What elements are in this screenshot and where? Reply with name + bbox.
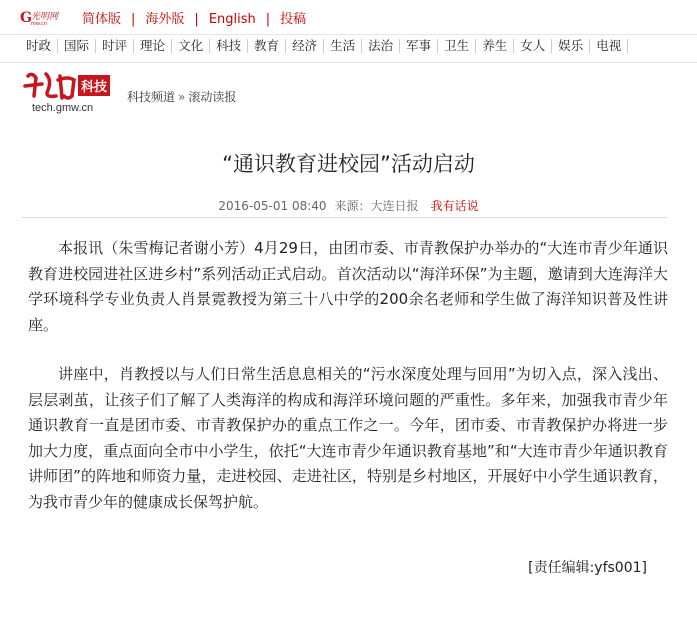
site-url: tech.gmw.cn bbox=[32, 102, 94, 114]
breadcrumb-separator: » bbox=[178, 90, 186, 104]
link-english[interactable]: English bbox=[208, 12, 256, 27]
link-submit[interactable]: 投稿 bbox=[280, 12, 307, 27]
article-paragraph: 本报讯（朱雪梅记者谢小芳）4月29日，由团市委、市青教保护办举办的“大连市青少年通识教育进校园进社区进乡村”系列活动正式启动。首次活动以“海洋环保”为主题，邀请到大连海洋大学环境科学专业负责人肖景霓教授为第三十八中学的200余名老师和学生做了海洋知识普及性讲座。 bbox=[28, 239, 668, 334]
svg-text:mw.cn: mw.cn bbox=[31, 21, 48, 26]
article-body bbox=[28, 236, 668, 539]
article-meta bbox=[0, 197, 697, 214]
nav-item[interactable]: 女人 bbox=[514, 39, 552, 53]
nav-item[interactable]: 军事 bbox=[400, 39, 438, 53]
meta-divider bbox=[22, 217, 667, 218]
gmw-logo[interactable] bbox=[20, 8, 64, 26]
breadcrumb-channel[interactable]: 科技频道 bbox=[127, 90, 176, 104]
nav-item[interactable]: 经济 bbox=[286, 39, 324, 53]
top-links: 简体版 | 海外版 | English | 投稿 bbox=[82, 12, 307, 27]
nav-item[interactable]: 生活 bbox=[324, 39, 362, 53]
link-overseas[interactable]: 海外版 bbox=[145, 12, 185, 27]
tech-channel-logo[interactable] bbox=[22, 70, 122, 116]
svg-text:光明网: 光明网 bbox=[31, 12, 59, 22]
nav-item[interactable]: 娱乐 bbox=[552, 39, 590, 53]
article-source: 来源：大连日报 bbox=[334, 199, 419, 213]
nav-item[interactable]: 教育 bbox=[248, 39, 286, 53]
nav-item[interactable]: 文化 bbox=[172, 39, 210, 53]
comment-link[interactable]: 我有话说 bbox=[430, 199, 479, 213]
nav-item[interactable]: 时政 bbox=[14, 39, 58, 53]
nav-item[interactable]: 理论 bbox=[134, 39, 172, 53]
nav-item[interactable]: 法治 bbox=[362, 39, 400, 53]
breadcrumb bbox=[127, 88, 236, 105]
nav-item[interactable]: 电视 bbox=[590, 39, 628, 53]
article-title: “通识教育进校园”活动启动 bbox=[222, 152, 475, 176]
nav-item[interactable]: 养生 bbox=[476, 39, 514, 53]
svg-text:G: G bbox=[20, 10, 32, 26]
channel-nav bbox=[14, 38, 697, 58]
publish-date: 2016-05-01 08:40 bbox=[218, 199, 327, 213]
article-paragraph: 讲座中，肖教授以与人们日常生活息息相关的“污水深度处理与回用”为切入点，深入浅出、层层剥茧，让孩子们了解了人类海洋的构成和海洋环境问题的严重性。多年来，加强我市青少年通识教育一直是团市委、市青教保护办的重点工作之一。今年，团市委、市青教保护办将进一步加大力度，重点面向全市中小学生，依托“大连市青少年通识教育基地”和“大连市青少年通识教育讲师团”的阵地和师资力量，走进校园、走进社区，特别是乡村地区，开展好中小学生通识教育，为我市青少年的健康成长保驾护航。 bbox=[28, 365, 668, 511]
nav-item[interactable]: 卫生 bbox=[438, 39, 476, 53]
tech-badge: 科技 bbox=[78, 75, 110, 96]
responsible-editor: [责任编辑:yfs001] bbox=[528, 560, 647, 576]
top-bar bbox=[0, 0, 697, 35]
link-simplified[interactable]: 简体版 bbox=[82, 12, 122, 27]
nav-item[interactable]: 国际 bbox=[58, 39, 96, 53]
nav-item[interactable]: 时评 bbox=[96, 39, 134, 53]
header-divider bbox=[0, 62, 697, 63]
nav-item[interactable]: 科技 bbox=[210, 39, 248, 53]
breadcrumb-section[interactable]: 滚动读报 bbox=[188, 90, 237, 104]
guangming-calligraphy-icon bbox=[22, 70, 82, 102]
